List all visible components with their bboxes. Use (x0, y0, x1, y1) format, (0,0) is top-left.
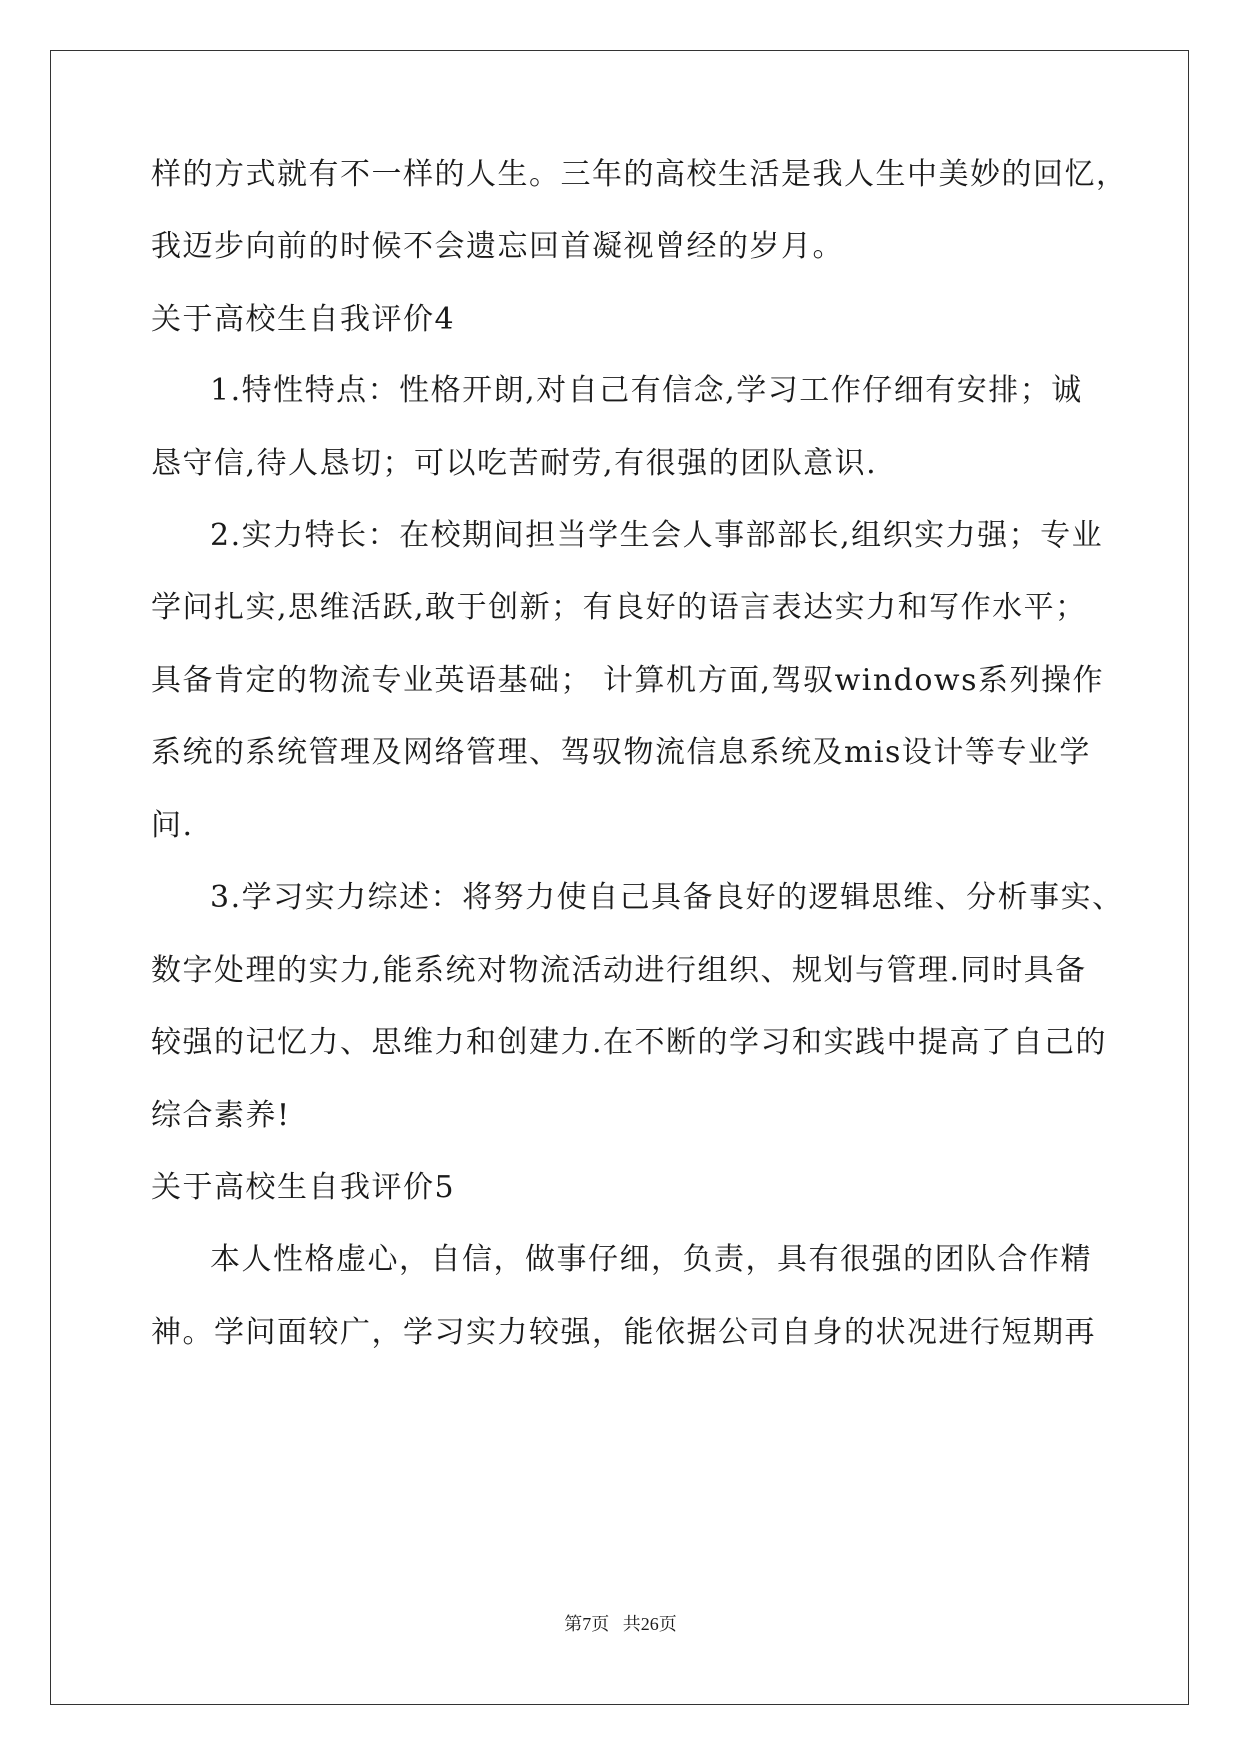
paragraph-line: 本人性格虚心，自信，做事仔细，负责，具有很强的团队合作精 (210, 1242, 1092, 1277)
paragraph-line: 恳守信,待人恳切；可以吃苦耐劳,有很强的团队意识. (151, 446, 878, 481)
paragraph-line: 综合素养! (151, 1098, 291, 1133)
paragraph-line: 我迈步向前的时候不会遗忘回首凝视曾经的岁月。 (151, 229, 844, 264)
paragraph-line: 学问扎实,思维活跃,敢于创新；有良好的语言表达实力和写作水平； (151, 590, 1087, 625)
paragraph-line: 样的方式就有不一样的人生。三年的高校生活是我人生中美妙的回忆， (151, 157, 1128, 192)
paragraph-line: 较强的记忆力、思维力和创建力.在不断的学习和实践中提高了自己的 (151, 1025, 1108, 1060)
paragraph-line: 系统的系统管理及网络管理、驾驭物流信息系统及mis设计等专业学 (151, 735, 1091, 770)
paragraph-line: 3.学习实力综述：将努力使自己具备良好的逻辑思维、分析事实、 (210, 880, 1124, 915)
section-heading-4: 关于高校生自我评价4 (151, 302, 456, 337)
section-heading-5: 关于高校生自我评价5 (151, 1170, 456, 1205)
paragraph-line: 问. (151, 808, 194, 843)
paragraph-line: 神。学问面较广，学习实力较强，能依据公司自身的状况进行短期再 (151, 1315, 1096, 1350)
page-number: 第7页 共26页 (564, 1614, 677, 1634)
paragraph-line: 具备肯定的物流专业英语基础； 计算机方面,驾驭windows系列操作 (151, 663, 1105, 698)
paragraph-line: 数字处理的实力,能系统对物流活动进行组织、规划与管理.同时具备 (151, 953, 1087, 988)
paragraph-line: 1.特性特点：性格开朗,对自己有信念,学习工作仔细有安排；诚 (210, 373, 1083, 408)
paragraph-line: 2.实力特长：在校期间担当学生会人事部部长,组织实力强；专业 (210, 518, 1104, 553)
